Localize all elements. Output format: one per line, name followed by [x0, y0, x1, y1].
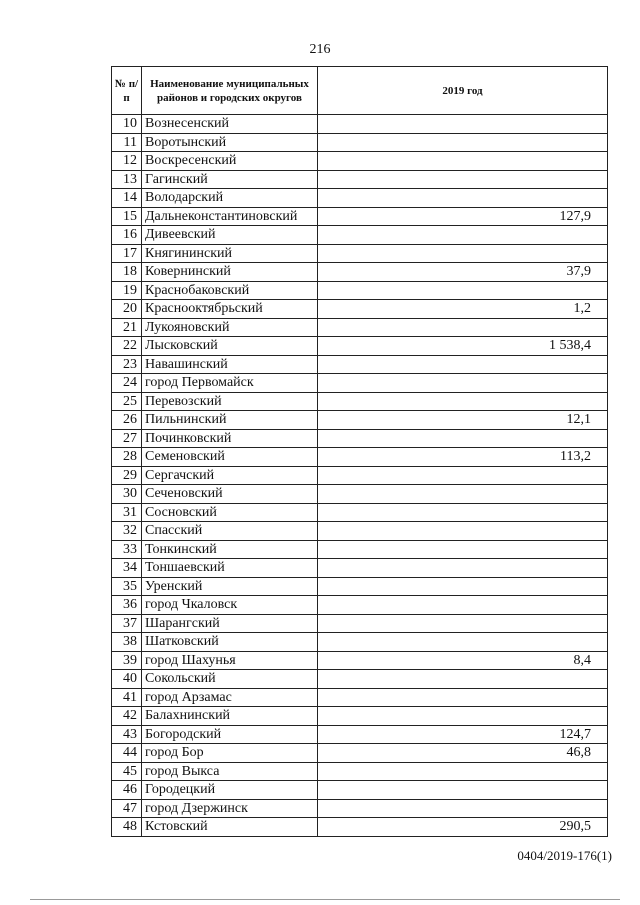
table-row — [112, 429, 608, 448]
year-value — [318, 522, 608, 541]
row-number: 22 — [112, 337, 142, 356]
table-row — [112, 633, 608, 652]
page-number: 216 — [309, 42, 331, 57]
table-row — [112, 596, 608, 615]
year-value — [318, 318, 608, 337]
year-value — [318, 503, 608, 522]
row-number: 33 — [112, 540, 142, 559]
municipality-name: город Чкаловск — [142, 596, 318, 615]
row-number: 36 — [112, 596, 142, 615]
year-value — [318, 170, 608, 189]
year-value: 127,9 — [318, 207, 608, 226]
table-row — [112, 688, 608, 707]
year-value: 12,1 — [318, 411, 608, 430]
year-value: 1 538,4 — [318, 337, 608, 356]
municipality-name: Починковский — [142, 429, 318, 448]
row-number: 25 — [112, 392, 142, 411]
municipality-name: Воротынский — [142, 133, 318, 152]
row-number: 38 — [112, 633, 142, 652]
year-value: 124,7 — [318, 725, 608, 744]
municipality-name: Княгининский — [142, 244, 318, 263]
table-row — [112, 152, 608, 171]
year-value — [318, 799, 608, 818]
row-number: 46 — [112, 781, 142, 800]
table-row — [112, 725, 608, 744]
row-number: 47 — [112, 799, 142, 818]
row-number: 12 — [112, 152, 142, 171]
municipality-name: Городецкий — [142, 781, 318, 800]
year-value: 290,5 — [318, 818, 608, 837]
year-value — [318, 707, 608, 726]
municipality-name: Сосновский — [142, 503, 318, 522]
table-row — [112, 207, 608, 226]
year-value — [318, 781, 608, 800]
row-number: 29 — [112, 466, 142, 485]
row-number: 18 — [112, 263, 142, 282]
row-number: 48 — [112, 818, 142, 837]
municipality-name: Сокольский — [142, 670, 318, 689]
row-number: 40 — [112, 670, 142, 689]
table-row — [112, 466, 608, 485]
header-name: Наименование муниципальных районов и городских округов — [142, 67, 318, 115]
table-row — [112, 318, 608, 337]
municipality-name: Краснобаковский — [142, 281, 318, 300]
year-value: 46,8 — [318, 744, 608, 763]
table-row — [112, 392, 608, 411]
year-value — [318, 429, 608, 448]
table-row — [112, 355, 608, 374]
table-row — [112, 300, 608, 319]
table-row — [112, 540, 608, 559]
municipality-name: Шатковский — [142, 633, 318, 652]
table-row — [112, 226, 608, 245]
municipality-name: Сергачский — [142, 466, 318, 485]
table-row — [112, 411, 608, 430]
row-number: 32 — [112, 522, 142, 541]
year-value — [318, 540, 608, 559]
table-row — [112, 503, 608, 522]
table-row — [112, 614, 608, 633]
year-value — [318, 577, 608, 596]
row-number: 31 — [112, 503, 142, 522]
year-value: 37,9 — [318, 263, 608, 282]
data-table — [111, 66, 608, 837]
municipality-name: город Дзержинск — [142, 799, 318, 818]
row-number: 42 — [112, 707, 142, 726]
municipality-name: Перевозский — [142, 392, 318, 411]
row-number: 11 — [112, 133, 142, 152]
municipality-name: город Бор — [142, 744, 318, 763]
row-number: 43 — [112, 725, 142, 744]
row-number: 10 — [112, 115, 142, 134]
municipality-name: Шарангский — [142, 614, 318, 633]
municipality-name: Ковернинский — [142, 263, 318, 282]
table-row — [112, 799, 608, 818]
year-value — [318, 152, 608, 171]
row-number: 21 — [112, 318, 142, 337]
scan-edge-line — [30, 899, 620, 900]
header-number: № п/п — [112, 67, 142, 115]
year-value — [318, 670, 608, 689]
municipality-name: Сеченовский — [142, 485, 318, 504]
table-row — [112, 337, 608, 356]
municipality-name: город Шахунья — [142, 651, 318, 670]
row-number: 45 — [112, 762, 142, 781]
row-number: 30 — [112, 485, 142, 504]
table-row — [112, 485, 608, 504]
year-value — [318, 485, 608, 504]
table-row — [112, 707, 608, 726]
year-value — [318, 374, 608, 393]
table-row — [112, 651, 608, 670]
year-value — [318, 392, 608, 411]
year-value — [318, 226, 608, 245]
municipality-name: Навашинский — [142, 355, 318, 374]
year-value: 113,2 — [318, 448, 608, 467]
document-code: 0404/2019-176(1) — [517, 848, 612, 863]
municipality-name: Лукояновский — [142, 318, 318, 337]
row-number: 13 — [112, 170, 142, 189]
municipality-name: Пильнинский — [142, 411, 318, 430]
table-row — [112, 189, 608, 208]
municipality-name: Балахнинский — [142, 707, 318, 726]
table-row — [112, 115, 608, 134]
table-row — [112, 374, 608, 393]
table-row — [112, 133, 608, 152]
row-number: 34 — [112, 559, 142, 578]
row-number: 41 — [112, 688, 142, 707]
year-value — [318, 133, 608, 152]
table-row — [112, 670, 608, 689]
year-value — [318, 244, 608, 263]
municipality-name: город Арзамас — [142, 688, 318, 707]
row-number: 37 — [112, 614, 142, 633]
table-row — [112, 577, 608, 596]
municipality-name: Лысковский — [142, 337, 318, 356]
municipality-name: Дальнеконстантиновский — [142, 207, 318, 226]
row-number: 39 — [112, 651, 142, 670]
row-number: 17 — [112, 244, 142, 263]
row-number: 26 — [112, 411, 142, 430]
year-value — [318, 559, 608, 578]
row-number: 27 — [112, 429, 142, 448]
row-number: 35 — [112, 577, 142, 596]
year-value — [318, 762, 608, 781]
table-row — [112, 559, 608, 578]
row-number: 20 — [112, 300, 142, 319]
row-number: 15 — [112, 207, 142, 226]
table-row — [112, 170, 608, 189]
table-row — [112, 522, 608, 541]
year-value — [318, 115, 608, 134]
table-row — [112, 281, 608, 300]
table-row — [112, 818, 608, 837]
year-value — [318, 281, 608, 300]
table-row — [112, 448, 608, 467]
year-value — [318, 688, 608, 707]
year-value — [318, 466, 608, 485]
municipality-name: Богородский — [142, 725, 318, 744]
table-row — [112, 263, 608, 282]
table-row — [112, 744, 608, 763]
municipality-name: Уренский — [142, 577, 318, 596]
row-number: 16 — [112, 226, 142, 245]
table-row — [112, 781, 608, 800]
table-row — [112, 244, 608, 263]
municipality-name: город Первомайск — [142, 374, 318, 393]
municipality-name: Воскресенский — [142, 152, 318, 171]
year-value — [318, 355, 608, 374]
table-body — [112, 115, 608, 837]
municipality-name: Тонкинский — [142, 540, 318, 559]
year-value — [318, 189, 608, 208]
row-number: 19 — [112, 281, 142, 300]
row-number: 23 — [112, 355, 142, 374]
municipality-name: Дивеевский — [142, 226, 318, 245]
row-number: 14 — [112, 189, 142, 208]
municipality-name: Спасский — [142, 522, 318, 541]
year-value — [318, 596, 608, 615]
year-value — [318, 633, 608, 652]
header-year: 2019 год — [318, 67, 608, 115]
table-row — [112, 762, 608, 781]
municipality-name: Семеновский — [142, 448, 318, 467]
row-number: 28 — [112, 448, 142, 467]
municipality-name: город Выкса — [142, 762, 318, 781]
row-number: 24 — [112, 374, 142, 393]
year-value — [318, 614, 608, 633]
municipality-name: Гагинский — [142, 170, 318, 189]
year-value: 8,4 — [318, 651, 608, 670]
municipality-name: Вознесенский — [142, 115, 318, 134]
municipality-name: Краснооктябрьский — [142, 300, 318, 319]
municipality-name: Кстовский — [142, 818, 318, 837]
table-header — [112, 67, 608, 115]
year-value: 1,2 — [318, 300, 608, 319]
municipality-name: Володарский — [142, 189, 318, 208]
municipality-name: Тоншаевский — [142, 559, 318, 578]
row-number: 44 — [112, 744, 142, 763]
